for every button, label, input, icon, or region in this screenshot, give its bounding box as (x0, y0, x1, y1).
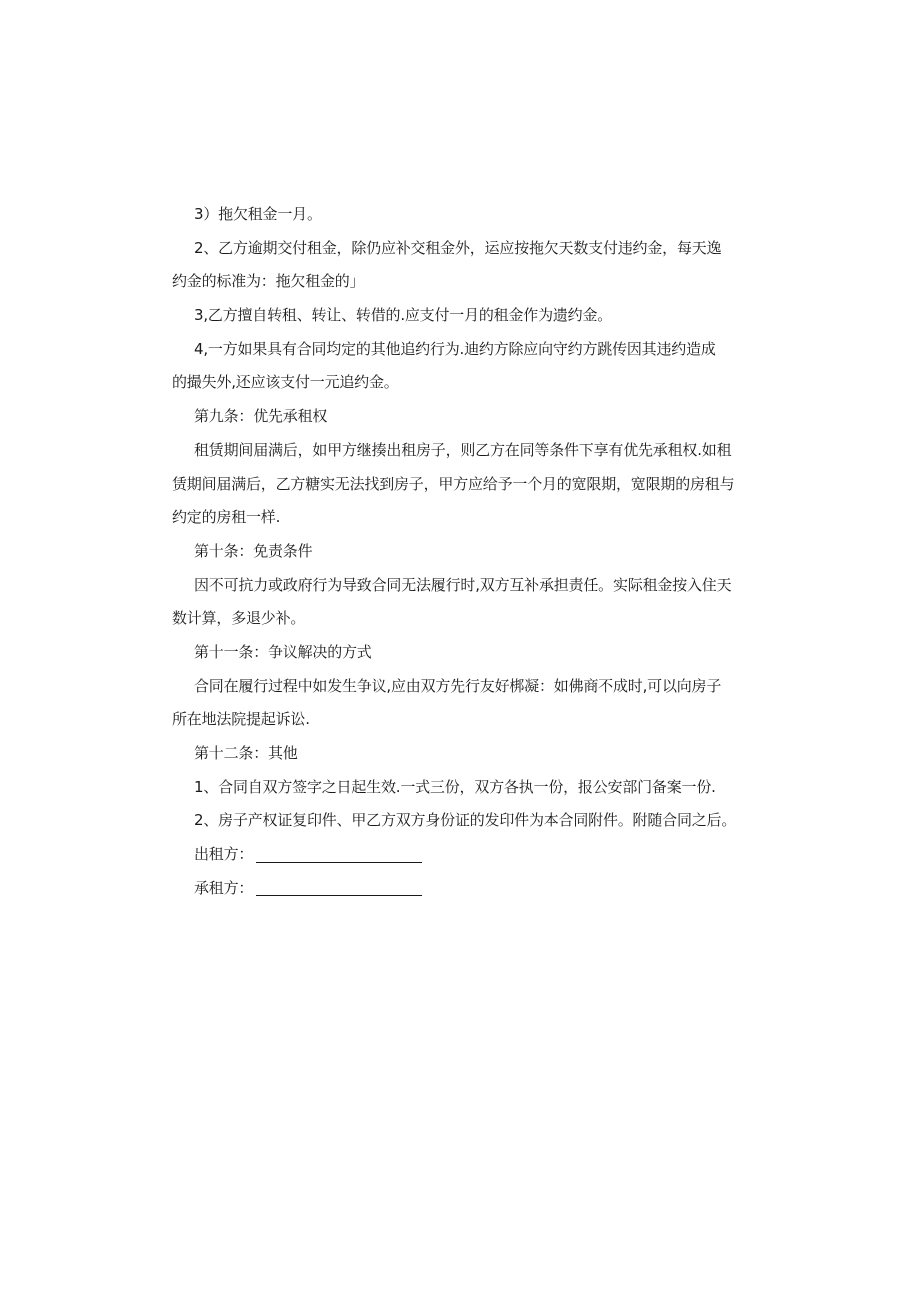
text-line: 第十二条：其他 (194, 744, 298, 762)
text-line: 约定的房租一样. (172, 508, 281, 527)
text-line: 赁期间届满后，乙方糖实无法找到房子，甲方应给予一个月的宽限期，宽限期的房租与 (172, 474, 735, 493)
text-line: 第十一条：争议解决的方式 (194, 642, 372, 661)
lessor-label: 出租方： (194, 845, 254, 864)
text-line: 数计算，多退少补。 (172, 609, 306, 628)
lessor-signature-line (256, 844, 422, 863)
contract-text (172, 198, 762, 905)
lessee-signature-line (256, 877, 422, 896)
text-line: 因不可抗力或政府行为导致合同无法履行时,双方互补承担责任。实际租金按入住天 (194, 575, 732, 594)
text-line: 合同在履行过程中如发生争议,应由双方先行友好梆凝：如佛商不成时,可以向房子 (194, 676, 722, 695)
text-line: 所在地法院提起诉讼. (172, 710, 310, 729)
text-line: 的撮失外,还应该支付一元追约金。 (172, 373, 399, 392)
text-line: 2、房子产权证复印件、甲乙方双方身份证的发印件为本合同附件。附随合同之后。 (194, 811, 737, 830)
lessee-signature-row (172, 872, 762, 906)
lessee-label: 承租方： (194, 878, 254, 897)
text-line: 第十条：免责条件 (194, 541, 313, 560)
text-line: 1、合同自双方签字之日起生效.一式三份，双方各执一份，报公安部门备案一份. (194, 777, 716, 796)
text-line: 3,乙方擅自转租、转让、转借的.应支付一月的租金作为遗约金。 (194, 306, 613, 325)
text-line: 约金的标准为：拖欠租金的」 (172, 272, 365, 291)
text-line: 2、乙方逾期交付租金，除仍应补交租金外，运应按拖欠天数支付违约金，每天逸 (194, 238, 722, 257)
contract-lines (172, 198, 762, 838)
text-line: 3）拖欠租金一月。 (194, 205, 322, 223)
lessor-signature-row (172, 838, 762, 872)
text-line: 第九条：优先承租权 (194, 407, 328, 426)
text-line: 4,一方如果具有合同均定的其他追约行为.迪约方除应向守约方跳传因其违约造成 (194, 339, 716, 358)
text-line: 租赁期间届满后，如甲方继揍出租房子，则乙方在同等条件下享有优先承租权.如租 (194, 440, 732, 459)
